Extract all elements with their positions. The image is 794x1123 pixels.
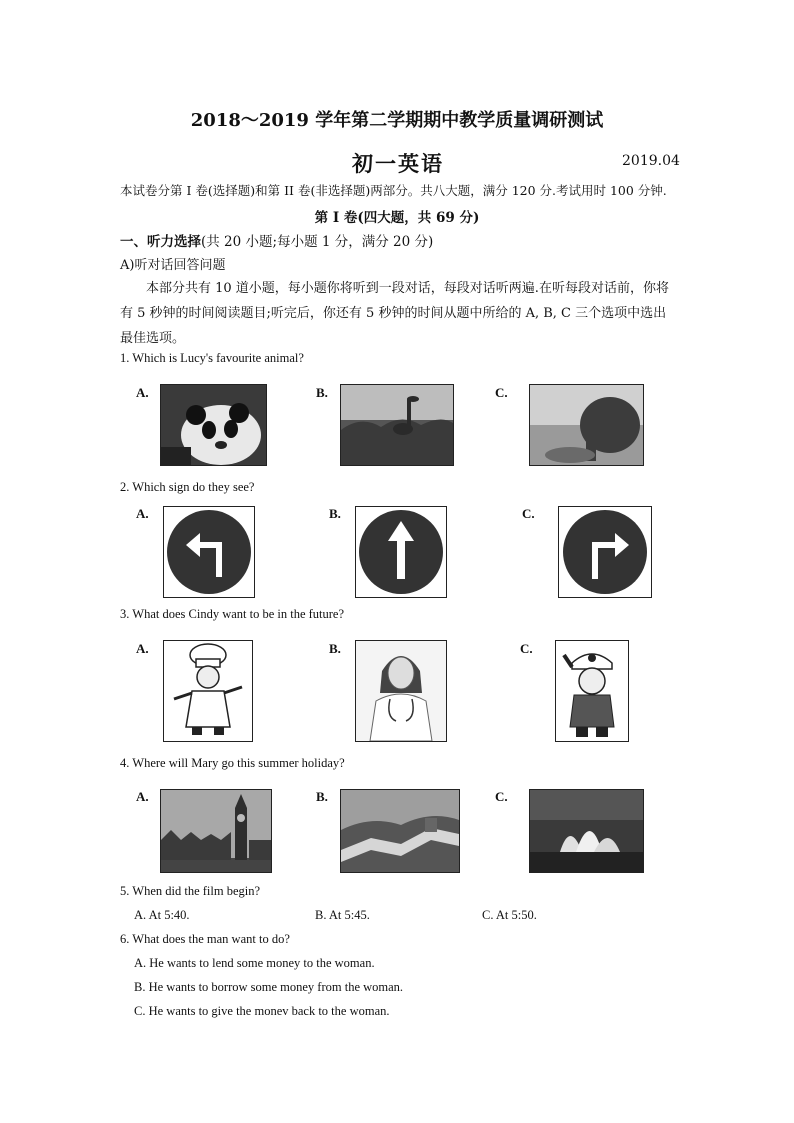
turn-right-sign-icon[interactable]	[558, 506, 652, 598]
question-2: 2. Which sign do they see?	[120, 480, 255, 494]
section-note: (共 20 小题;每小题 1 分，满分 20 分)	[201, 234, 434, 250]
q2-label-b: B.	[329, 506, 341, 521]
panda-photo[interactable]	[160, 384, 267, 466]
question-3: 3. What does Cindy want to be in the future?	[120, 607, 345, 621]
q1-label-c: C.	[495, 385, 508, 400]
q3-label-a: A.	[136, 641, 149, 656]
section-heading	[120, 230, 433, 250]
q5-option-b[interactable]: B. At 5:45.	[315, 908, 370, 922]
q4-label-c: C.	[495, 789, 508, 804]
q2-label-a: A.	[136, 506, 149, 521]
q3-label-c: C.	[520, 641, 533, 656]
exam-date: 2019.04	[622, 153, 680, 169]
go-straight-sign-icon[interactable]	[355, 506, 447, 598]
exam-subject: 初一英语	[352, 151, 444, 176]
q6-option-b[interactable]: B. He wants to borrow some money from the woman.	[134, 980, 404, 994]
q2-label-c: C.	[522, 506, 535, 521]
part-heading: A)听对话回答问题	[120, 258, 226, 273]
q5-option-a[interactable]: A. At 5:40.	[134, 908, 190, 922]
q4-label-b: B.	[316, 789, 328, 804]
great-wall-photo[interactable]	[340, 789, 460, 873]
question-5: 5. When did the film begin?	[120, 884, 261, 898]
q1-label-a: A.	[136, 385, 149, 400]
elephant-photo[interactable]	[529, 384, 644, 466]
instructions-text: 本部分共有 10 道小题，每小题你将听到一段对话，每段对话听两遍.在听每段对话前，你将有 5 秒钟的时间阅读题目;听完后，你还有 5 秒钟的时间从题中所给的 A, B, C 三个选项中选出最佳选项。	[120, 281, 669, 346]
q6-option-a[interactable]: A. He wants to lend some money to the woman.	[134, 956, 375, 970]
q5-option-c[interactable]: C. At 5:50.	[482, 908, 537, 922]
policeman-illustration[interactable]	[555, 640, 629, 742]
q4-label-a: A.	[136, 789, 149, 804]
q1-label-b: B.	[316, 385, 328, 400]
instructions	[120, 276, 676, 351]
question-4: 4. Where will Mary go this summer holiday?	[120, 756, 345, 770]
doctor-illustration[interactable]	[355, 640, 447, 742]
exam-info: 本试卷分第 I 卷(选择题)和第 II 卷(非选择题)两部分。共八大题，满分 120 分.考试用时 100 分钟.	[120, 183, 667, 198]
section-title: 一、听力选择	[120, 234, 201, 250]
giraffe-photo[interactable]	[340, 384, 454, 466]
q6-option-c[interactable]: C. He wants to give the monev back to the woman.	[134, 1004, 390, 1018]
opera-house-photo[interactable]	[529, 789, 644, 873]
exam-title: 2018～2019 学年第二学期期中教学质量调研测试	[190, 110, 604, 131]
question-1: 1. Which is Lucy's favourite animal?	[120, 351, 304, 365]
cook-illustration[interactable]	[163, 640, 253, 742]
turn-left-sign-icon[interactable]	[163, 506, 255, 598]
question-6: 6. What does the man want to do?	[120, 932, 290, 946]
big-ben-photo[interactable]	[160, 789, 272, 873]
q3-label-b: B.	[329, 641, 341, 656]
volume-heading: 第 I 卷(四大题，共 69 分)	[314, 210, 480, 226]
